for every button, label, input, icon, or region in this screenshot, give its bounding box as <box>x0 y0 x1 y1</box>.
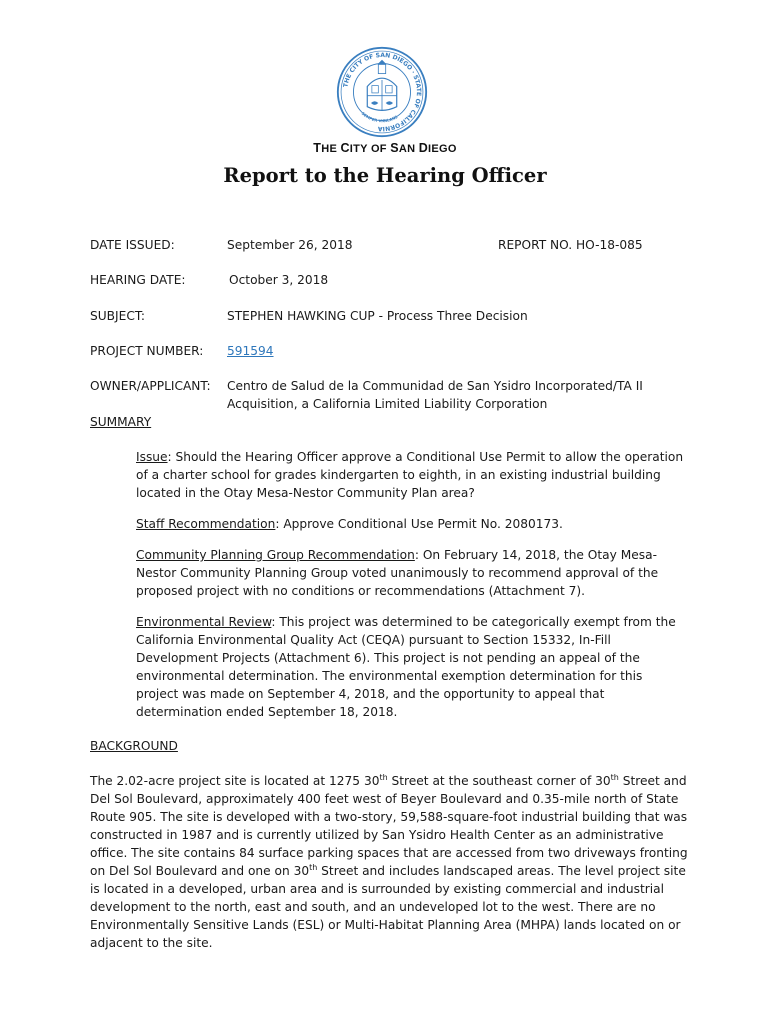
seal-ring-text: THE CITY OF SAN DIEGO · STATE OF CALIFORNIA <box>342 52 423 133</box>
subject-value: STEPHEN HAWKING CUP - Process Three Decision <box>227 309 528 323</box>
date-issued-label: DATE ISSUED: <box>90 238 175 252</box>
subject-label: SUBJECT: <box>90 309 146 323</box>
project-number-link[interactable]: 591594 <box>227 344 274 358</box>
issue-label: Issue <box>136 450 168 464</box>
owner-applicant-line-2: Acquisition, a California Limited Liability Corporation <box>227 397 548 411</box>
summary-heading: SUMMARY <box>90 415 152 429</box>
planning-group-paragraph: Community Planning Group Recommendation: On February 14, 2018, the Otay Mesa-Nestor Community Planning Group voted unanimously to recommend approval of the proposed project with no conditions or recommendations (Attachment 7). <box>136 548 659 598</box>
city-seal <box>336 46 428 138</box>
planning-group-label: Community Planning Group Recommendation <box>136 548 415 562</box>
background-paragraph: The 2.02-acre project site is located at 1275 30th Street at the southeast corner of 30th Street and Del Sol Boulevard, approximately 400 feet west of Beyer Boulevard and 0.35-mile north of State Route 905. The site is developed with a two-story, 59,588-square-foot industrial building that was constructed in 1987 and is currently utilized by San Ysidro Health Center as an administrative office. The site contains 84 surface parking spaces that are accessed from two driveways fronting on Del Sol Boulevard and one on 30th Street and includes landscaped areas. The level project site is located in a developed, urban area and is surrounded by existing commercial and industrial development to the north, east and south, and an undeveloped lot to the west. There are no Environmentally Sensitive Lands (ESL) or Multi-Habitat Planning Area (MHPA) lands located on or adjacent to the site. <box>90 772 688 950</box>
svg-text:SEMPER VIGILANS <box>361 111 399 123</box>
staff-recommendation-paragraph: Staff Recommendation: Approve Conditional Use Permit No. 2080173. <box>136 517 563 531</box>
date-issued-value: September 26, 2018 <box>227 238 353 252</box>
seal-motto: SEMPER VIGILANS <box>360 110 399 124</box>
owner-applicant-label: OWNER/APPLICANT: <box>90 379 211 393</box>
seal-icon <box>336 46 428 138</box>
hearing-date-label: HEARING DATE: <box>90 273 186 287</box>
environmental-review-label: Environmental Review <box>136 615 272 629</box>
city-name: THE CITY OF SAN DIEGO <box>313 141 457 155</box>
background-heading: BACKGROUND <box>90 739 178 753</box>
project-number-label: PROJECT NUMBER: <box>90 344 204 358</box>
owner-applicant-line-1: Centro de Salud de la Communidad de San Ysidro Incorporated/TA II <box>227 379 643 393</box>
report-title: Report to the Hearing Officer <box>223 164 547 187</box>
environmental-review-paragraph: Environmental Review: This project was determined to be categorically exempt from the California Environmental Quality Act (CEQA) pursuant to Section 15332, In-Fill Development Projects (Attachment 6). This project is not pending an appeal of the environmental determination. The environmental exemption determination for this project was made on September 4, 2018, and the opportunity to appeal that determination ended September 18, 2018. <box>136 615 676 719</box>
staff-recommendation-label: Staff Recommendation <box>136 517 276 531</box>
issue-paragraph: Issue: Should the Hearing Officer approve a Conditional Use Permit to allow the operation of a charter school for grades kindergarten to eighth, in an existing industrial building located in the Otay Mesa-Nestor Community Plan area? <box>136 450 684 500</box>
hearing-date-value: October 3, 2018 <box>229 273 329 287</box>
report-number: REPORT NO. HO-18-085 <box>498 238 643 252</box>
